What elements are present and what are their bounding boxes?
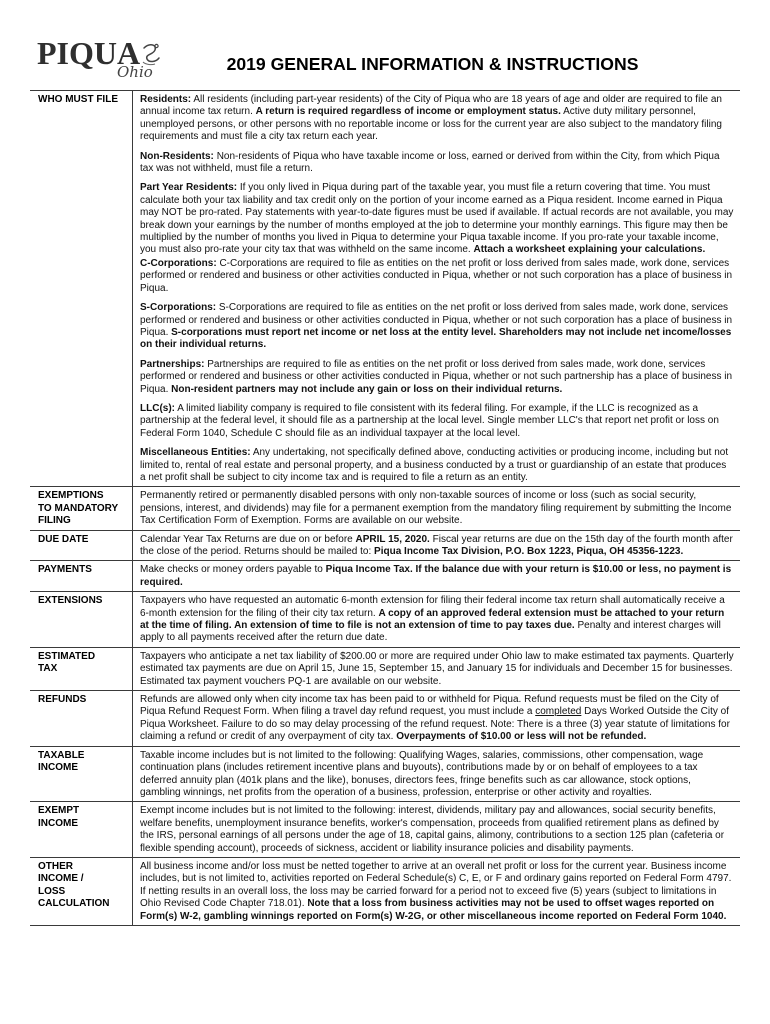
paragraph-text: All business income and/or loss must be netted together to arrive at an overall net profit or loss for the current year. Business income includes, but is not limited to, activities reported on Federal Schedule(s) C, E, or F and ordinary gains reported on Federal Form 4797. If netting results in an overall loss, the loss may be carried forward for a period not to exceed five (5) years (subject to limitations in Ohio Revised Code Chapter 718.01).	[140, 860, 732, 910]
emphasis-text: Overpayments of $10.00 or less will not be refunded.	[396, 731, 647, 743]
residents-heading: Residents:	[140, 94, 192, 105]
row-other-income-loss	[30, 857, 740, 926]
paragraph-exempt-income	[140, 805, 734, 855]
instructions-table	[30, 90, 740, 926]
section-content	[133, 691, 740, 746]
row-payments	[30, 560, 740, 591]
row-taxable-income	[30, 746, 740, 802]
page-title: 2019 GENERAL INFORMATION & INSTRUCTIONS	[226, 54, 639, 74]
logo-script: Ohio	[117, 63, 153, 81]
section-label	[30, 747, 133, 802]
underlined-text: completed	[535, 706, 582, 718]
paragraph-llcs	[140, 403, 734, 440]
paragraph-estimated-tax	[140, 651, 734, 688]
partnerships-heading: Partnerships:	[140, 358, 205, 370]
paragraph-text: Partnerships are required to file as entities on the net profit or loss derived from sales made, work done, services performed or rendered and business or other activities conducted in Piqua, whether or not such partnership has a place of business in Piqua.	[140, 358, 733, 395]
paragraph-text: Exempt income includes but is not limited to the following: interest, dividends, military pay and allowances, social security benefits, welfare benefits, unemployment insurance benefits, worker's compensation, proceeds from qualified retirement plans as defined by the IRS, personal earnings of all persons under the age of 18, capital gains, alimony, contributions to a section 125 plan (cafeteria or flexible spending account), proceeds of sickness, accident or liability insurance policies and disability payments.	[140, 805, 725, 854]
label-line: TO MANDATORY	[38, 502, 119, 514]
paragraph-due-date	[140, 534, 734, 559]
emphasis-text: Note that a loss from business activities may not be used to offset wages reported on Form(s) W-2, gambling winnings reported on Form(s) W-2G, or other miscellaneous income reported on Federal Form 1040.	[140, 898, 727, 922]
section-label	[30, 91, 133, 486]
row-extensions	[30, 591, 740, 647]
paragraph-text: Taxpayers who have requested an automatic 6-month extension for filing their federal income tax return shall automatically receive a 6-month extension for the filing of their city tax return.	[140, 595, 725, 619]
section-content	[133, 487, 740, 529]
label-line: REFUNDS	[38, 694, 87, 706]
paragraph-miscellaneous-entities	[140, 447, 734, 484]
non-residents-heading: Non-Residents:	[140, 150, 214, 162]
paragraph-text: C-Corporations are required to file as entities on the net profit or loss derived from sales made, work done, services performed or rendered and business or other activities conducted in Piqua, whether or not such corporation has a place of business in Piqua.	[140, 257, 733, 294]
label-line: TAXABLE	[38, 749, 85, 761]
part-year-residents-heading: Part Year Residents:	[140, 182, 238, 194]
row-exemptions	[30, 486, 740, 529]
paragraph-text: Any undertaking, not specifically defined above, conducting activities or producing income, including but not limited to, rental of real estate and personal property, and a business conducted by a trust or guardianship of an estate that produces a net profit shall be subject to city income tax and is required to file a return as an entity.	[140, 447, 729, 483]
label-line: CALCULATION	[38, 898, 110, 910]
label-line: OTHER	[38, 860, 73, 872]
label-line: INCOME /	[38, 873, 84, 885]
paragraph-text: Non-residents of Piqua who have taxable income or loss, earned or derived from within the City, from which Piqua tax was not withheld, must file a return.	[140, 150, 720, 175]
section-label	[30, 592, 133, 647]
row-who-must-file	[30, 90, 740, 486]
paragraph-part-year-residents	[140, 182, 734, 256]
label-line: EXTENSIONS	[38, 595, 103, 607]
section-content	[133, 802, 740, 857]
paragraph-text: All residents (including part-year residents) of the City of Piqua who are 18 years of age and older are required to file an annual income tax return.	[140, 94, 722, 118]
section-content	[133, 531, 740, 561]
paragraph-extensions	[140, 595, 734, 645]
section-label	[30, 561, 133, 591]
section-content	[133, 91, 740, 486]
paragraph-text: Taxpayers who anticipate a net tax liability of $200.00 or more are required under Ohio law to make estimated tax payments. Quarterly estimated tax payments are due on April 15, June 15, September 15, and January 15 for individuals and December 15 for businesses. Estimated tax payment vouchers PQ-1 are available on our website.	[140, 650, 734, 687]
section-content	[133, 561, 740, 591]
paragraph-s-corporations	[140, 302, 734, 352]
paragraph-other-income-loss	[140, 861, 734, 923]
row-exempt-income	[30, 801, 740, 857]
label-line: PAYMENTS	[38, 564, 92, 576]
label-line: EXEMPTIONS	[38, 490, 104, 502]
paragraph-text: Penalty and interest charges will apply to all payments received after the return due date.	[140, 620, 721, 644]
c-corporations-heading: C-Corporations:	[140, 257, 217, 269]
section-label	[30, 858, 133, 925]
emphasis-text: A return is required regardless of income or employment status.	[255, 106, 561, 118]
label-line: INCOME	[38, 762, 78, 774]
paragraph-partnerships	[140, 359, 734, 396]
paragraph-text: Permanently retired or permanently disabled persons with only non-taxable sources of income or loss (such as social security, pensions, interest, and dividends) may file for a permanent exemption from the mandatory filing requirement by submitting the Income Tax Certification Form of Exemption. Forms are available on our website.	[140, 490, 732, 527]
row-estimated-tax	[30, 647, 740, 690]
paragraph-text: S-Corporations are required to file as entities on the net profit or loss derived from sales made, work done, services performed or rendered and business or other activities conducted in Piqua, whether or not such corporation has a place of business in Piqua.	[140, 302, 733, 338]
paragraph-text: Active duty military personnel, unemployed persons, or other persons with no reportable income or loss for the current year are also subject to the mandatory filing requirements and must file a city tax return each year.	[140, 106, 722, 143]
section-content	[133, 858, 740, 925]
emphasis-text: S-corporations must report net income or net loss at the entity level. Shareholders may not include net income/losses on their individual returns.	[140, 326, 732, 351]
paragraph-taxable-income	[140, 750, 734, 800]
row-refunds	[30, 690, 740, 746]
emphasis-text: A copy of an approved federal extension must be attached to your return at the time of filing. An extension of time to file is not an extension of time to pay taxes due.	[140, 607, 725, 632]
miscellaneous-entities-heading: Miscellaneous Entities:	[140, 447, 251, 459]
label-line: DUE DATE	[38, 533, 89, 545]
section-label	[30, 487, 133, 529]
emphasis-text: Attach a worksheet explaining your calculations.	[473, 244, 706, 256]
paragraph-c-corporations	[140, 258, 734, 295]
paragraph-refunds	[140, 694, 734, 744]
paragraph-text: Days Worked Outside the City of Piqua Worksheet. Failure to do so may delay processing of the refund request. Note: There is a three (3) year statute of limitations for claiming a refund or credit of any overpayment of city tax.	[140, 706, 730, 743]
section-label	[30, 648, 133, 690]
paragraph-text: Make checks or money orders payable to	[140, 564, 323, 576]
llcs-heading: LLC(s):	[140, 402, 175, 414]
section-label	[30, 802, 133, 857]
label-line: INCOME	[38, 817, 78, 829]
label-line: ESTIMATED	[38, 650, 96, 662]
emphasis-text: Non-resident partners may not include any gain or loss on their individual returns.	[171, 383, 563, 395]
paragraph-text: Refunds are allowed only when city income tax has been paid to or withheld for Piqua. Refund requests must be filed on the City of Piqua Refund Request Form. When filing a travel day refund request, you must include a	[140, 694, 719, 718]
label-line: WHO MUST FILE	[38, 94, 118, 105]
section-label	[30, 691, 133, 746]
label-line: FILING	[38, 515, 71, 527]
due-date-value: APRIL 15, 2020.	[355, 533, 430, 545]
logo-wordmark: PIQUA	[37, 35, 141, 71]
paragraph-text: If you only lived in Piqua during part of the taxable year, you must file a return covering that time. You must calculate both your tax liability and tax credit only on the portion of your income earned as a Piqua resident. Income earned in Piqua may NOT be pro-rated. Pay statements with year-to-date figures must be used if available. If actual records are not available, you may break down your earnings by the number of months employed at the job to determine your monthly earnings. This figure may then be multiplied by the number of months you lived in Piqua to determine your Piqua taxable income. If you pro-rate your taxable income, you must also pro-rate your city tax that was withheld on the same income.	[140, 182, 734, 256]
paragraph-text: Fiscal year returns are due on the 15th day of the fourth month after the close of the period. Returns should be mailed to:	[140, 533, 733, 557]
label-line: LOSS	[38, 885, 66, 897]
paragraph-exemptions	[140, 490, 734, 527]
row-due-date	[30, 530, 740, 561]
label-line: EXEMPT	[38, 805, 80, 817]
section-content	[133, 747, 740, 802]
paragraph-text: Taxable income includes but is not limited to the following: Qualifying Wages, salaries, commissions, other compensation, wage continuation plans (includes retirement incentive plans and buyouts), contributions made by or on behalf of employees to a tax deferred annuity plan (401k plans and the like), bonuses, directors fees, fringe benefits such as car allowance, stock options, gambling winnings, net profits from the operation of a business, profession, enterprise or other activity and royalties.	[140, 749, 704, 798]
s-corporations-heading: S-Corporations:	[140, 302, 217, 314]
emphasis-text: Piqua Income Tax. If the balance due with your return is $10.00 or less, no payment is required.	[140, 564, 732, 588]
label-line: TAX	[38, 663, 58, 675]
section-content	[133, 648, 740, 690]
paragraph-text: Calendar Year Tax Returns are due on or before	[140, 533, 353, 545]
paragraph-payments	[140, 564, 734, 589]
mailing-address: Piqua Income Tax Division, P.O. Box 1223, Piqua, OH 45356-1223.	[374, 546, 684, 557]
paragraph-residents	[140, 94, 734, 144]
paragraph-non-residents	[140, 151, 734, 176]
section-content	[133, 592, 740, 647]
section-label	[30, 531, 133, 561]
paragraph-text: A limited liability company is required to file consistent with its federal filing. For example, if the LLC is recognized as a partnership at the federal level, it should file as a partnership at the local level. Single member LLC's that report net profit or loss on Federal Form 1040, Schedule C should file as an individual taxpayer at the local level.	[140, 402, 719, 439]
